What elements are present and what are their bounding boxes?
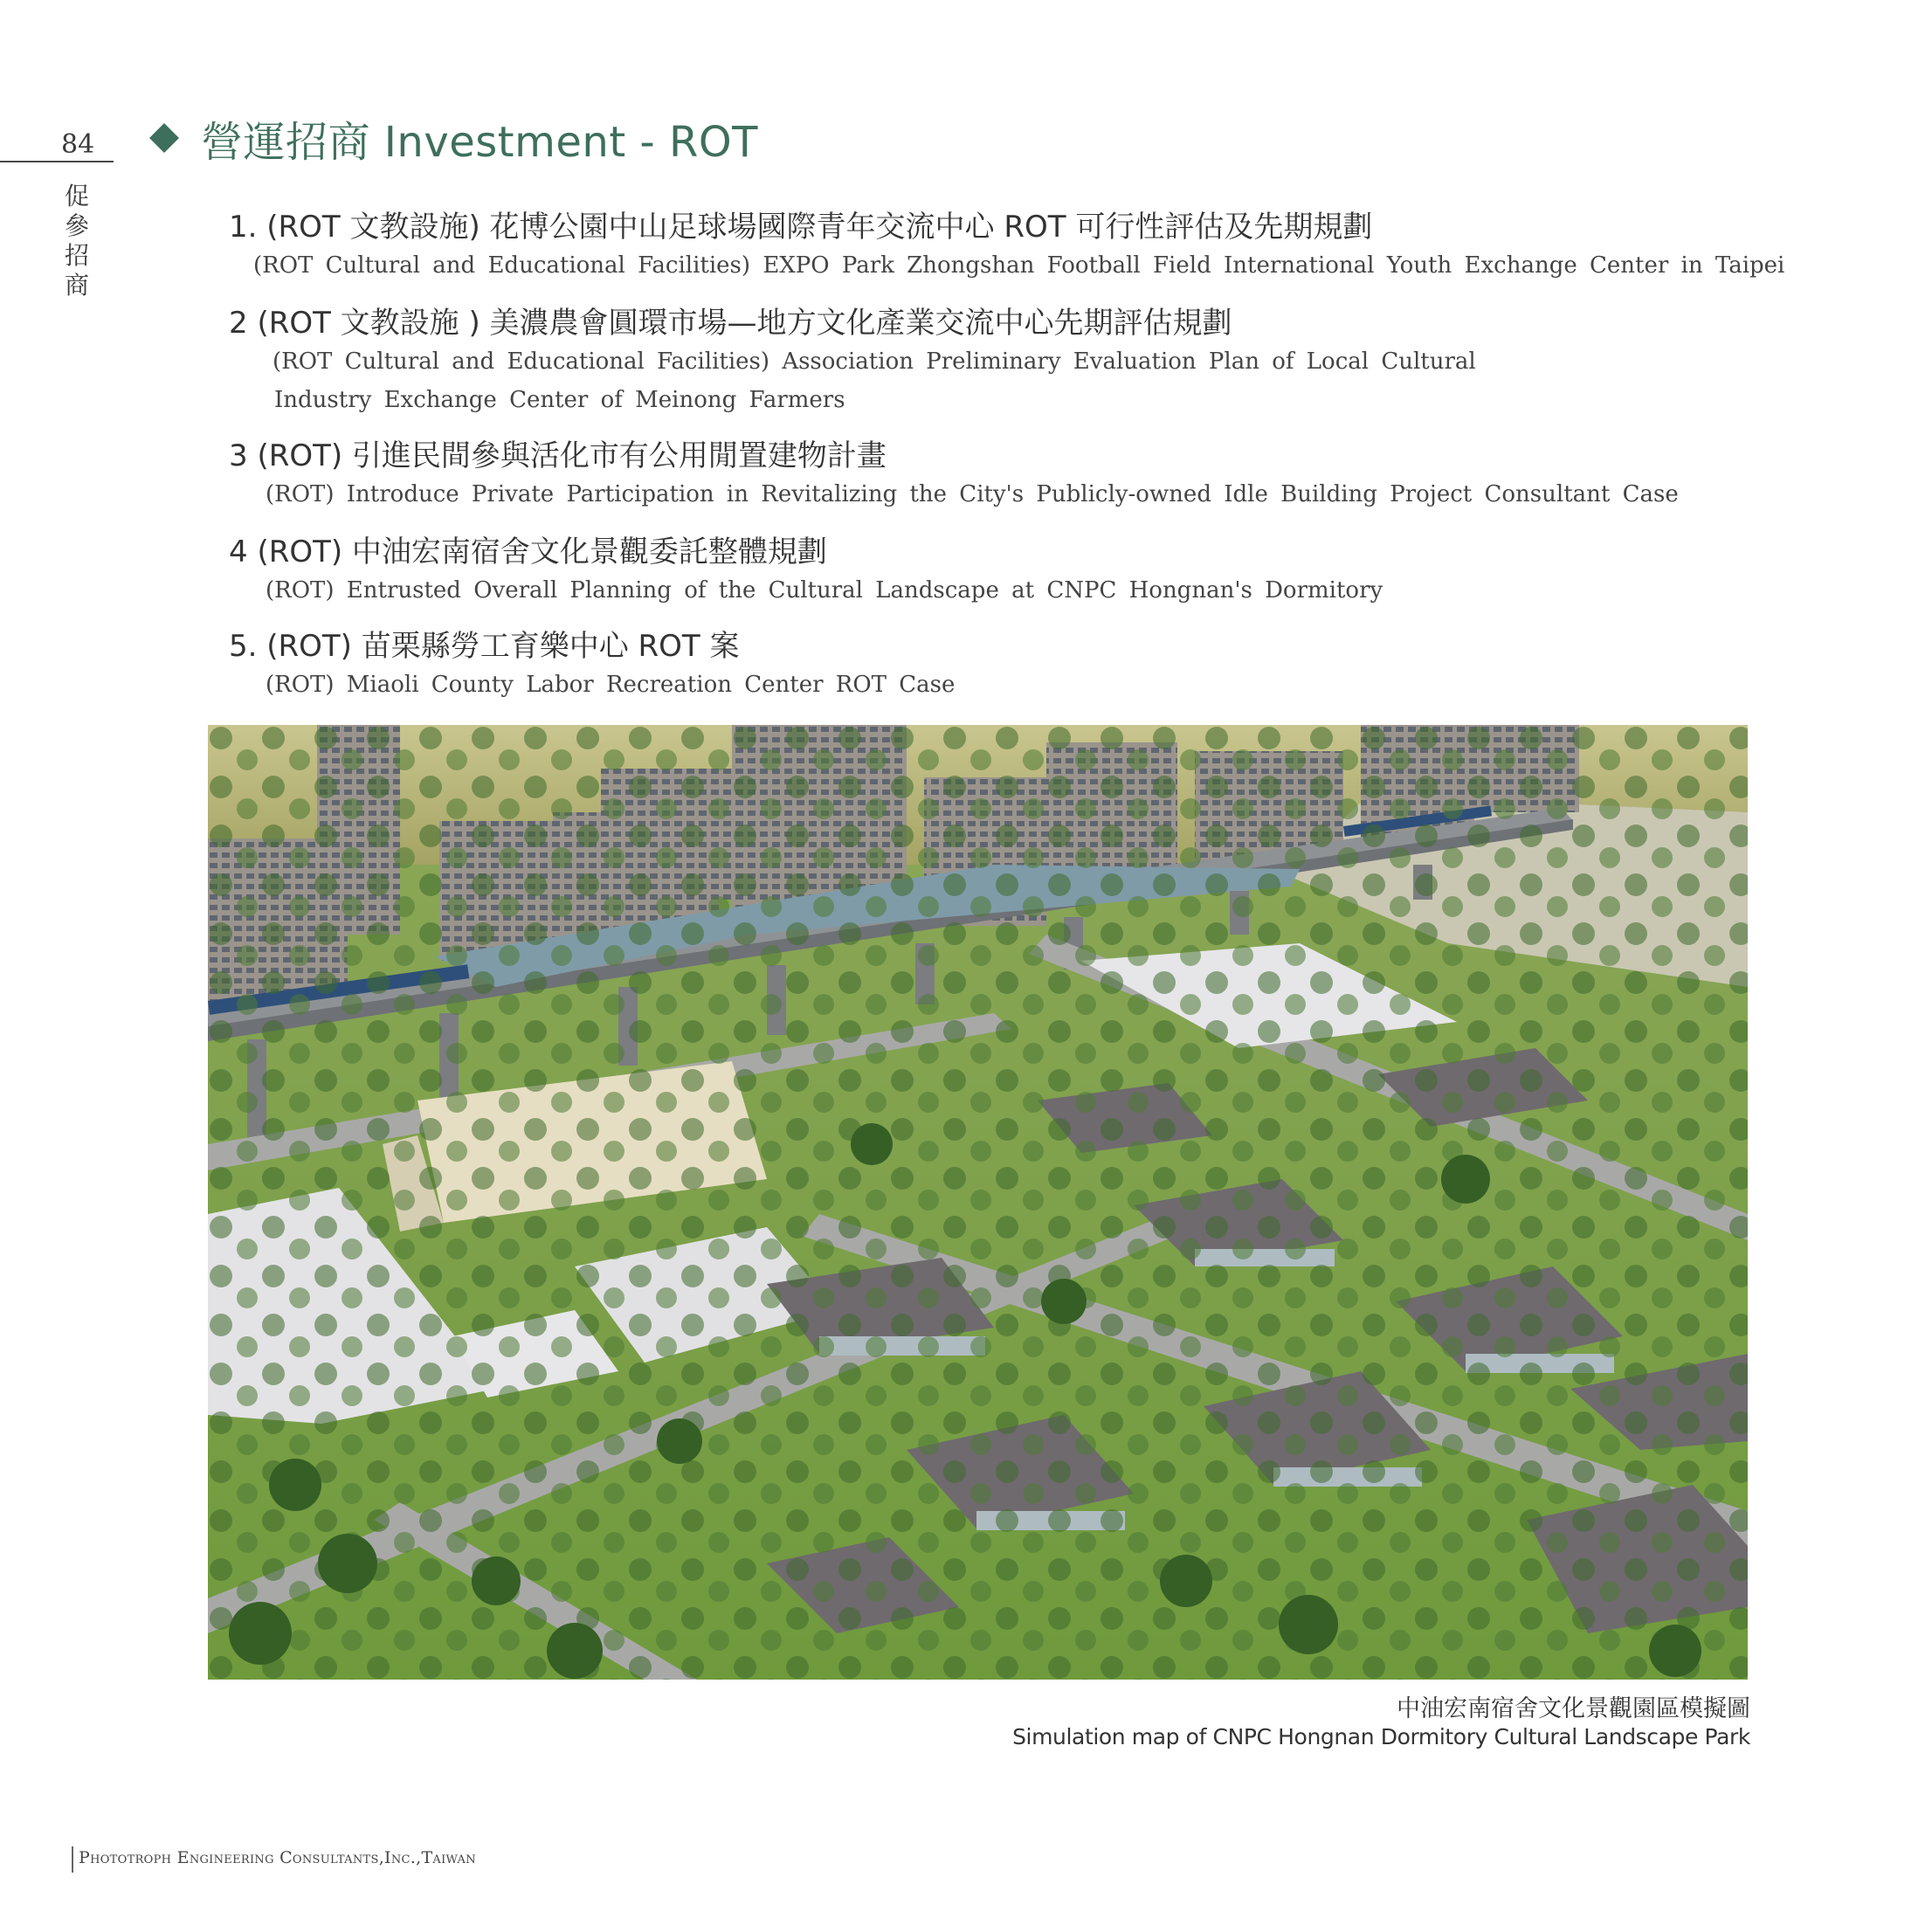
page-number: 84 [61, 129, 95, 160]
item-title-en: (ROT) Introduce Private Participation in Revitalizing the City's Publicly-owned Idle Building Project Consultant Case [266, 481, 1679, 507]
figure-caption-en: Simulation map of CNPC Hongnan Dormitory Cultural Landscape Park [1012, 1724, 1750, 1749]
figure-caption-zh: 中油宏南宿舍文化景觀園區模擬圖 [1397, 1695, 1750, 1722]
item-title-en: (ROT Cultural and Educational Facilities) Association Preliminary Evaluation Plan of Local Cultural [273, 348, 1476, 375]
page-title: 營運招商 Investment - ROT [201, 117, 758, 167]
page-number-rule [0, 161, 114, 162]
section-side-label: 促參招商 [65, 182, 90, 300]
list-item [229, 304, 1476, 419]
diamond-bullet-icon [149, 123, 179, 153]
item-title-en: (ROT) Miaoli County Labor Recreation Center ROT Case [266, 672, 956, 698]
list-item [229, 627, 955, 704]
item-title-en: (ROT) Entrusted Overall Planning of the Cultural Landscape at CNPC Hongnan's Dormitory [266, 577, 1383, 604]
list-item [229, 533, 1383, 610]
section-title-row [154, 103, 758, 173]
footer-divider [72, 1846, 73, 1873]
item-title-zh: 3 (ROT) 引進民間參與活化市有公用閒置建物計畫 [229, 438, 887, 473]
aerial-rendering-image [208, 725, 1748, 1680]
list-item [229, 208, 1784, 285]
item-title-zh: 4 (ROT) 中油宏南宿舍文化景觀委託整體規劃 [229, 535, 827, 569]
item-title-en: Industry Exchange Center of Meinong Farmers [274, 387, 845, 413]
item-title-zh: 5. (ROT) 苗栗縣勞工育樂中心 ROT 案 [229, 629, 740, 664]
footer-company-name: Phototroph Engineering Consultants,Inc.,Taiwan [79, 1848, 476, 1867]
item-title-zh: 1. (ROT 文教設施) 花博公園中山足球場國際青年交流中心 ROT 可行性評估及先期規劃 [229, 210, 1373, 245]
list-item [229, 437, 1679, 514]
item-title-en: (ROT Cultural and Educational Facilities) EXPO Park Zhongshan Football Field International Youth Exchange Center in Taipei [253, 252, 1785, 279]
item-title-zh: 2 (ROT 文教設施 ) 美濃農會圓環市場—地方文化產業交流中心先期評估規劃 [229, 306, 1232, 341]
